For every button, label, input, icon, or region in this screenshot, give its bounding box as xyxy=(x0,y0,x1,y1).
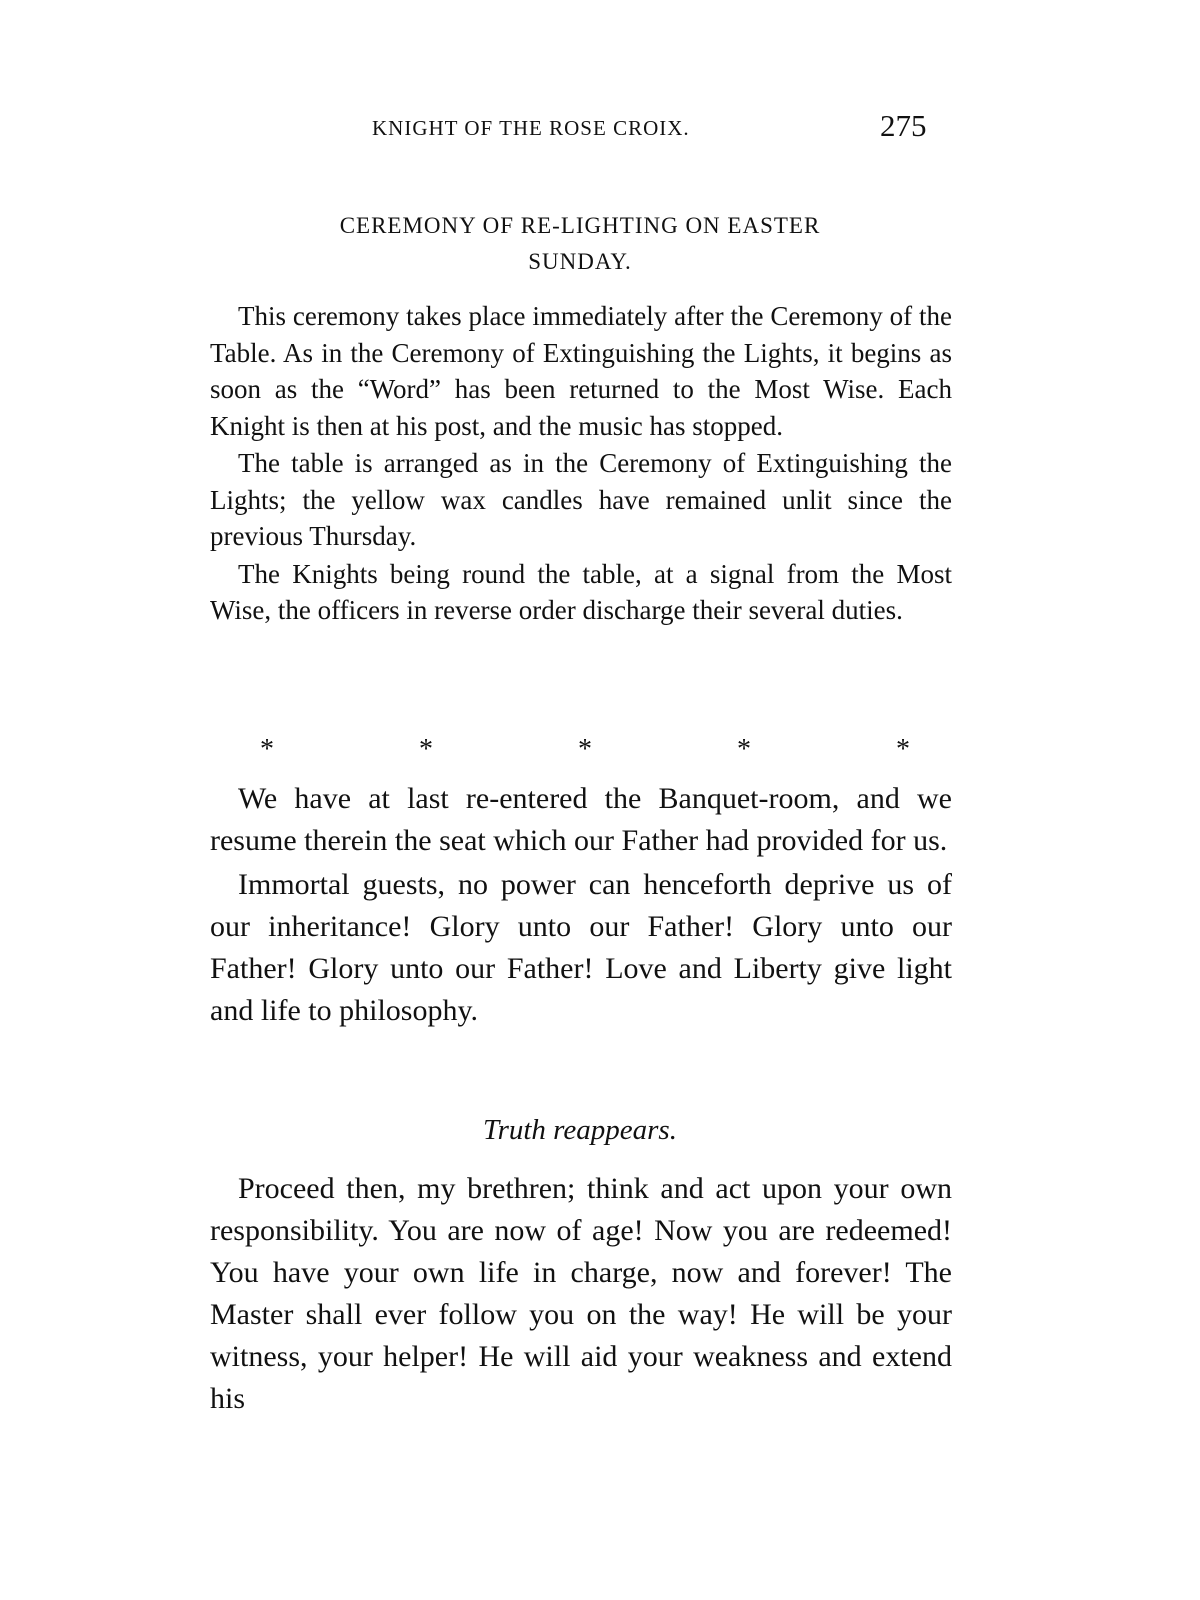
paragraph: The table is arranged as in the Ceremony of Extinguishing the Lights; the yellow wax candles have remained unlit since the previous Thursday. xyxy=(210,448,952,551)
running-title: KNIGHT OF THE ROSE CROIX. xyxy=(372,116,690,140)
asterisk: * xyxy=(896,734,910,765)
page-number: 275 xyxy=(880,108,927,143)
section-heading-line-1: CEREMONY OF RE-LIGHTING ON EASTER xyxy=(339,213,821,238)
section-heading-line-2: SUNDAY. xyxy=(528,249,632,274)
paragraph: The Knights being round the table, at a signal from the Most Wise, the officers in reverse order discharge their several duties. xyxy=(210,558,952,625)
asterisk: * xyxy=(419,734,433,765)
stage-direction: Truth reappears. xyxy=(483,1114,677,1146)
asterisk-divider xyxy=(260,734,910,764)
paragraph: Immortal guests, no power can henceforth deprive us of our inheritance! Glory unto our Father! Glory unto our Father! Glory unto our Father! Love and Liberty give light and life to philosophy. xyxy=(210,868,952,1027)
section-heading xyxy=(210,208,950,280)
closing-text xyxy=(210,1168,952,1420)
asterisk: * xyxy=(737,734,751,765)
running-head xyxy=(360,108,960,148)
paragraph: We have at last re-entered the Banquet-room, and we resume therein the seat which our Father had provided for us. xyxy=(210,782,952,857)
intro-text xyxy=(210,298,952,629)
asterisk: * xyxy=(260,734,274,765)
asterisk: * xyxy=(578,734,592,765)
speech-text xyxy=(210,778,952,1032)
paragraph: Proceed then, my brethren; think and act upon your own responsibility. You are now of age! Now you are redeemed! You have your own life in charge, now and forever! The Master shall ever follow you on the way! He will be your witness, your helper! He will aid your weakness and extend his xyxy=(210,1172,952,1415)
paragraph: This ceremony takes place immediately after the Ceremony of the Table. As in the Ceremony of Extinguishing the Lights, it begins as soon as the “Word” has been returned to the Most Wise. Each Knight is then at his post, and the music has stopped. xyxy=(210,301,952,441)
